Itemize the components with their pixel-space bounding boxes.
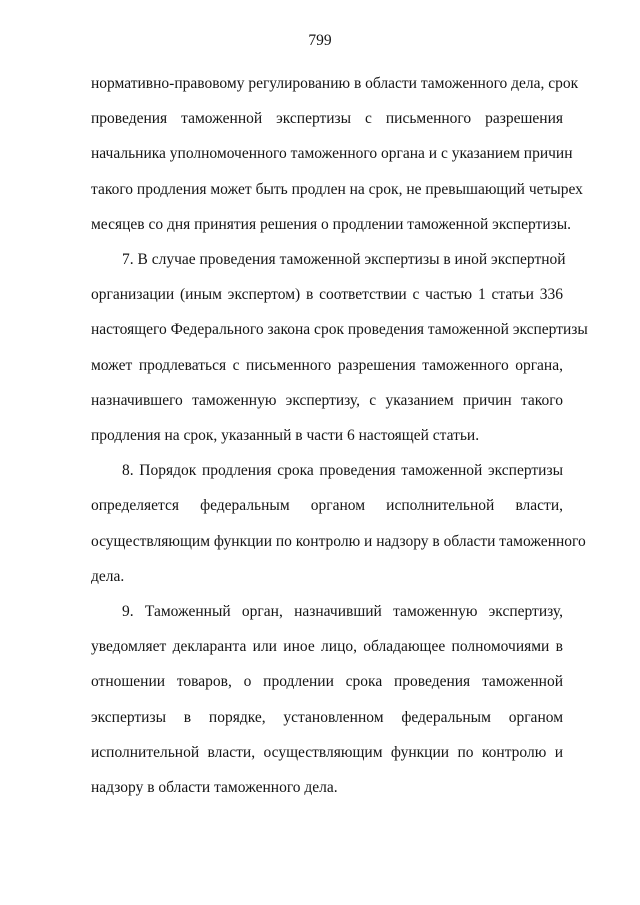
text-line: назначившего таможенную экспертизу, с указанием причин такого [91, 391, 563, 409]
paragraph-9 [91, 594, 563, 805]
text-line: осуществляющим функции по контролю и надзору в области таможенного [91, 532, 586, 550]
text-line: начальника уполномоченного таможенного органа и с указанием причин [91, 145, 573, 163]
paragraph-8 [91, 453, 586, 594]
text-line: организации (иным экспертом) в соответствии с частью 1 статьи 336 [91, 286, 563, 304]
text-line: 7. В случае проведения таможенной экспертизы в иной экспертной [122, 251, 566, 269]
text-line: 8. Порядок продления срока проведения таможенной экспертизы [122, 462, 563, 480]
paragraph-7 [91, 242, 588, 453]
text-line: экспертизы в порядке, установленном федеральным органом [91, 708, 563, 726]
text-line: исполнительной власти, осуществляющим функции по контролю и [91, 743, 563, 761]
text-line: продления на срок, указанный в части 6 настоящей статьи. [91, 427, 480, 445]
text-line: нормативно-правовому регулированию в области таможенного дела, срок [91, 75, 579, 92]
text-line: месяцев со дня принятия решения о продлении таможенной экспертизы. [91, 215, 572, 233]
text-line: определяется федеральным органом исполнительной власти, [91, 497, 563, 515]
text-line: надзору в области таможенного дела. [91, 779, 338, 797]
paragraph-continuation [91, 66, 583, 242]
text-line: 9. Таможенный орган, назначивший таможенную экспертизу, [122, 603, 563, 621]
text-line: проведения таможенной экспертизы с письменного разрешения [91, 110, 563, 128]
text-line: отношении товаров, о продлении срока проведения таможенной [91, 673, 563, 691]
text-line: такого продления может быть продлен на срок, не превышающий четырех [91, 180, 583, 198]
text-line: уведомляет декларанта или иное лицо, обладающее полномочиями в [91, 638, 563, 656]
page-number: 799 [308, 32, 332, 49]
text-line: дела. [91, 567, 125, 585]
document-body [91, 66, 588, 805]
text-line: может продлеваться с письменного разрешения таможенного органа, [91, 356, 563, 374]
text-line: настоящего Федерального закона срок проведения таможенной экспертизы [91, 321, 588, 339]
